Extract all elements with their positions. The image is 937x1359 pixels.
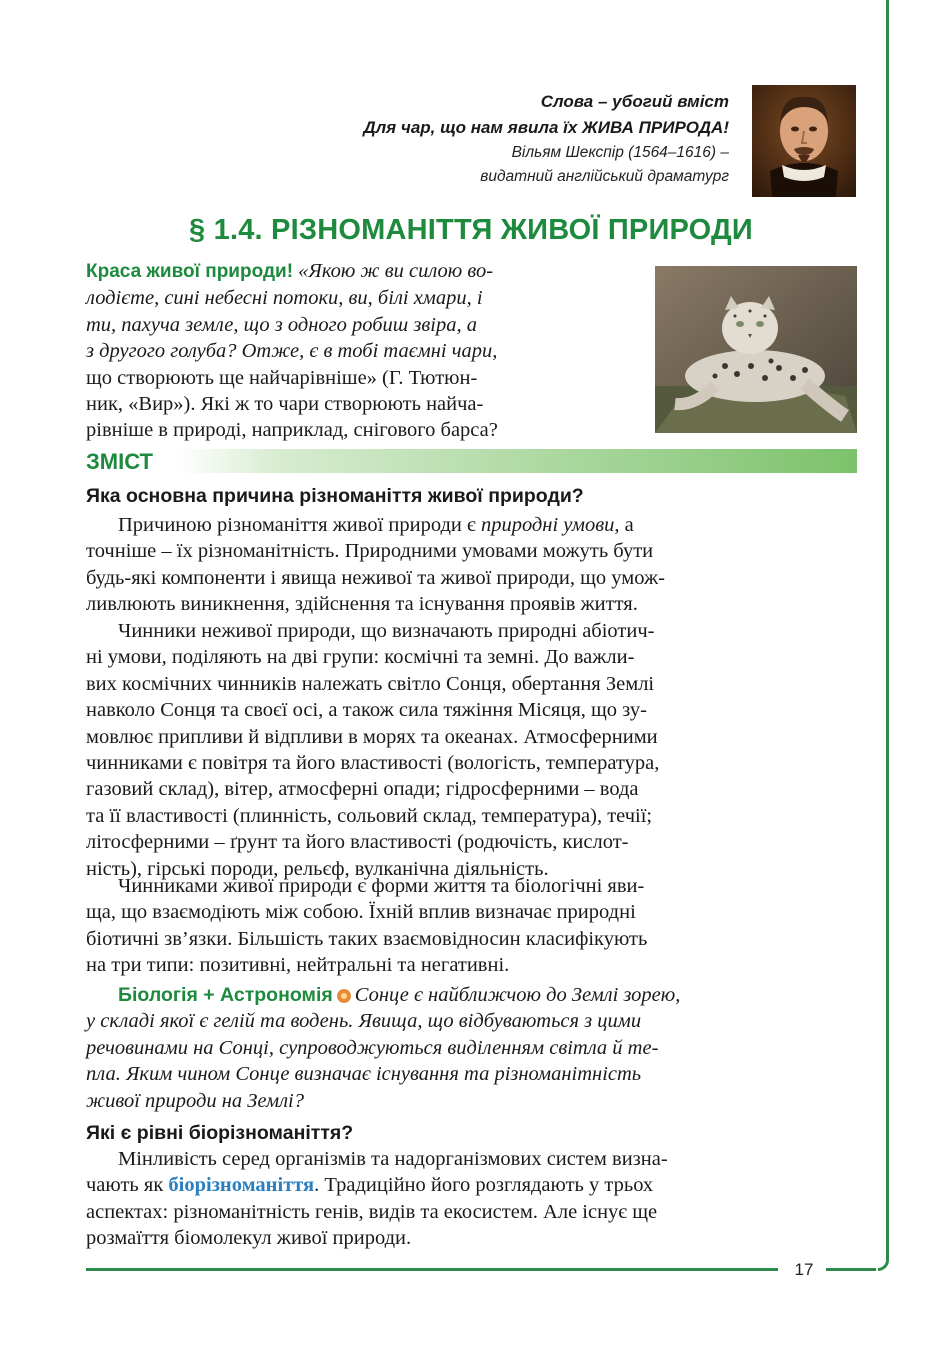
question-heading-1: Яка основна причина різноманіття живої природи? xyxy=(86,485,584,507)
epigraph-author: Вільям Шекспір (1564–1616) – xyxy=(511,144,729,161)
bio-line-3: речовинами на Сонці, супроводжуються виділенням світла й те- xyxy=(86,1036,659,1059)
p2-line-9: літосферними – ґрунт та його властивості (родючість, кислот- xyxy=(86,831,629,854)
page-title: § 1.4. РІЗНОМАНІТТЯ ЖИВОЇ ПРИРОДИ xyxy=(189,214,753,246)
bottom-rule xyxy=(86,1268,778,1271)
bio-line-2: у складі якої є гелій та водень. Явища, що відбуваються з цими xyxy=(86,1010,642,1033)
p1-line-4: ливлюють виникнення, здійснення та існування проявів життя. xyxy=(86,593,638,616)
snow-leopard-photo xyxy=(655,266,857,433)
epigraph-line-2: Для чар, що нам явила їх ЖИВА ПРИРОДА! xyxy=(363,118,729,137)
paragraph-4 xyxy=(86,1146,857,1252)
bio-line-5: живої природи на Землі? xyxy=(86,1089,304,1112)
paragraph-3 xyxy=(86,873,857,979)
epigraph-line-1: Слова – убогий вміст xyxy=(540,92,729,111)
intro-line-4: з другого голуба? Отже, є в тобі таємні чари, xyxy=(86,340,498,363)
p4-line-2-pre: чають як xyxy=(86,1174,164,1197)
intro-paragraph xyxy=(86,258,636,444)
p1-line-3: будь-які компоненти і явища неживої та живої природи, що умож- xyxy=(86,566,665,589)
p4-line-1: Мінливість серед організмів та надорганізмових систем визна- xyxy=(118,1148,668,1170)
p1-line-2: точніше – їх різноманітність. Природними умовами можуть бути xyxy=(86,540,654,563)
p2-line-10: ність), гірські породи, рельєф, вулканічна діяльність. xyxy=(86,857,549,880)
biodiversity-term: біорізноманіття xyxy=(168,1174,315,1197)
section-bar xyxy=(86,449,857,473)
epigraph xyxy=(363,89,729,189)
intro-line-5: що створюють ще найчарівніше» (Г. Тютюн- xyxy=(86,366,478,389)
intro-line-1: «Якою ж ви силою во- xyxy=(298,260,494,282)
bio-line-4: пла. Яким чином Сонце визначає існування та різноманітність xyxy=(86,1063,642,1086)
p3-line-4: на три типи: позитивні, нейтральні та негативні. xyxy=(86,954,510,977)
intro-line-7: рівніше в природі, наприклад, снігового барса? xyxy=(86,419,498,442)
intro-heading: Краса живої природи! xyxy=(86,261,294,282)
p2-line-1: Чинники неживої природи, що визначають природні абіотич- xyxy=(118,620,655,642)
p2-line-2: ні умови, поділяють на дві групи: космічні та земні. До важли- xyxy=(86,646,635,669)
p4-line-4: розмаїття біомолекул живої природи. xyxy=(86,1227,412,1250)
p2-line-7: газовий склад), вітер, атмосферні опади; гідросферними – вода xyxy=(86,778,639,801)
p2-line-8: та її властивості (плинність, сольовий склад, температура), течії; xyxy=(86,804,653,827)
p4-line-3: аспектах: різноманітність генів, видів та екосистем. Але існує ще xyxy=(86,1200,658,1223)
bottom-rule-right xyxy=(826,1268,876,1271)
p3-line-1: Чинниками живої природи є форми життя та біологічні яви- xyxy=(118,875,645,897)
biology-astronomy-label: Біологія + Астрономія xyxy=(118,984,333,1006)
p3-line-2: ща, що взаємодіють між собою. Їхній вплив визначає природні xyxy=(86,901,636,924)
p2-line-3: вих космічних чинників належать світло Сонця, обертання Землі xyxy=(86,672,655,695)
paragraph-1 xyxy=(86,512,857,618)
p1-line-1: Причиною різноманіття живої природи є природні умови, а xyxy=(118,514,634,536)
p2-line-5: мовлює припливи й відпливи в морях та океанах. Атмосферними xyxy=(86,725,658,748)
p4-line-2 xyxy=(86,1172,857,1198)
intro-line-2: лодієте, сині небесні потоки, ви, білі хмари, і xyxy=(86,287,483,310)
section-label: ЗМІСТ xyxy=(86,449,153,474)
page-border xyxy=(878,0,889,1271)
paragraph-2 xyxy=(86,618,857,882)
page-number: 17 xyxy=(794,1260,814,1279)
bio-line-1: Сонце є найближчою до Землі зорею, xyxy=(354,984,681,1006)
question-heading-2: Які є рівні біорізноманіття? xyxy=(86,1122,354,1144)
p3-line-3: біотичні зв’язки. Більшість таких взаємовідносин класифікують xyxy=(86,927,648,950)
p4-line-2-post: . Традиційно його розглядають у трьох xyxy=(314,1174,654,1197)
p2-line-4: навколо Сонця та своєї осі, а також сила тяжіння Місяця, що зу- xyxy=(86,699,647,722)
p2-line-6: чинниками є повітря та його властивості (вологість, температура, xyxy=(86,752,660,775)
shakespeare-portrait xyxy=(752,85,856,197)
biology-astronomy-box xyxy=(86,982,857,1114)
intro-line-6: ник, «Вир»). Які ж то чари створюють найча- xyxy=(86,393,484,416)
intro-line-3: ти, пахуча земле, що з одного робиш звіра, а xyxy=(86,313,477,336)
epigraph-author-desc: видатний англійський драматург xyxy=(480,168,729,185)
flower-icon xyxy=(337,989,351,1003)
